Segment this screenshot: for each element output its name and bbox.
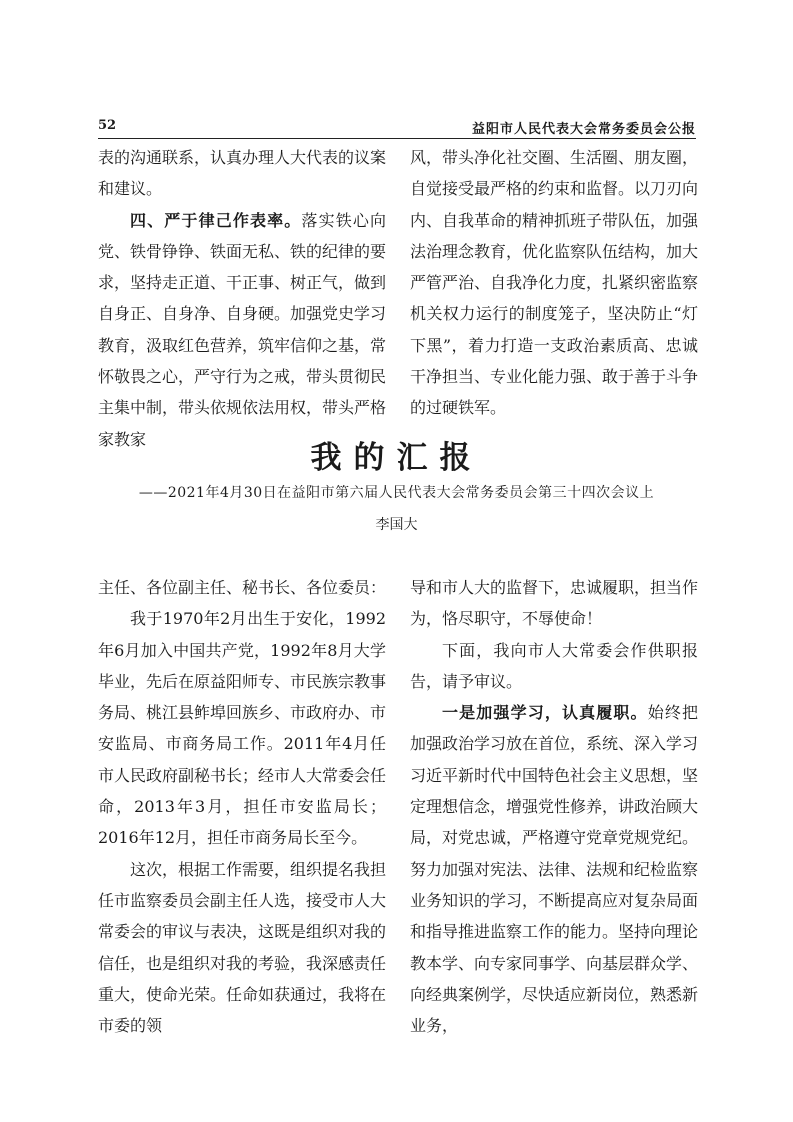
bottom-right-column <box>410 572 698 1041</box>
paragraph <box>410 697 698 1041</box>
page-number: 52 <box>98 118 117 133</box>
paragraph <box>98 205 386 455</box>
paragraph: 这次，根据工作需要，组织提名我担任市监察委员会副主任人选，接受市人大常委会的审议与表决，这既是组织对我的信任，也是组织对我的考验，我深感责任重大，使命光荣。任命如获通过，我将在市委的领 <box>98 859 387 1036</box>
section-heading: 一是加强学习，认真履职。 <box>442 703 648 723</box>
paragraph: 导和市人大的监督下，忠诚履职，担当作为，恪尽职守，不辱使命！ <box>410 578 699 629</box>
paragraph-body: 始终把加强政治学习放在首位，系统、深入学习习近平新时代中国特色社会主义思想，坚定理想信念，增强党性修养，讲政治顾大局，对党忠诚，严格遵守党章党规党纪。努力加强对宪法、法律、法规和纪检监察业务知识的学习，不断提高应对复杂局面和指导推进监察工作的能力。坚持向理论教本学、向专家同事学、向基层群众学、向经典案例学，尽快适应新岗位，熟悉新业务， <box>410 703 699 1036</box>
paragraph-body: 落实铁心向党、铁骨铮铮、铁面无私、铁的纪律的要求，坚持走正道、干正事、树正气，做到自身正、自身净、自身硬。加强党史学习教育，汲取红色营养，筑牢信仰之基，常怀敬畏之心，严守行为之戒，带头贯彻民主集中制，带头依规依法用权，带头严格家教家 <box>98 210 387 449</box>
section-heading: 四、严于律己作表率。 <box>130 210 302 230</box>
paragraph: 表的沟通联系，认真办理人大代表的议案和建议。 <box>98 148 387 199</box>
article-author: 李国大 <box>375 517 418 533</box>
article-title: 我的汇报 <box>310 440 483 476</box>
bottom-left-column <box>98 572 386 1041</box>
paragraph: 风，带头净化社交圈、生活圈、朋友圈，自觉接受最严格的约束和监督。以刀刃向内、自我革命的精神抓班子带队伍，加强法治理念教育，优化监察队伍结构，加大严管严治、自我净化力度，扎紧织密监察机关权力运行的制度笼子，坚决防止“灯下黑”，着力打造一支政治素质高、忠诚干净担当、专业化能力强、敢于善于斗争的过硬铁军。 <box>410 148 699 418</box>
article-subtitle: ——2021年4月30日在益阳市第六届人民代表大会常务委员会第三十四次会议上 <box>138 485 655 501</box>
journal-title: 益阳市人民代表大会常务委员会公报 <box>471 122 696 137</box>
paragraph: 下面，我向市人大常委会作供职报告，请予审议。 <box>410 640 698 691</box>
salutation: 主任、各位副主任、秘书长、各位委员： <box>98 578 387 597</box>
running-header <box>98 116 696 138</box>
top-left-column <box>98 142 386 455</box>
paragraph: 我于1970年2月出生于安化，1992年6月加入中国共产党，1992年8月大学毕业，先后在原益阳师专、市民族宗教事务局、桃江县鲊埠回族乡、市政府办、市安监局、市商务局工作。2011年4月任市人民政府副秘书长；经市人大常委会任命，2013年3月，担任市安监局长；2016年12月，担任市商务局长至今。 <box>98 609 387 848</box>
top-right-column <box>410 142 698 424</box>
header-divider <box>98 138 696 139</box>
